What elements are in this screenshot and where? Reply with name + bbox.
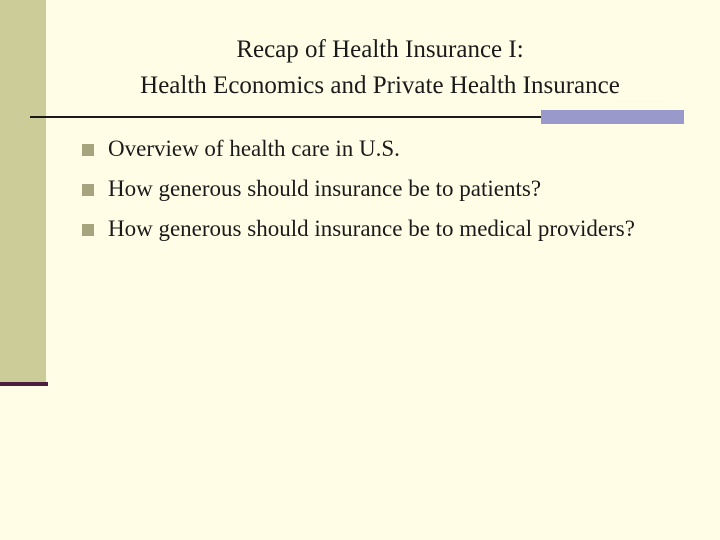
side-bar-underline: [0, 382, 48, 386]
bullet-text: How generous should insurance be to patients?: [108, 176, 542, 201]
bullet-item: [82, 134, 642, 163]
slide-title-line-2: Health Economics and Private Health Insurance: [140, 72, 620, 99]
side-decoration-bar: [0, 0, 46, 382]
square-bullet-icon: [82, 224, 94, 236]
bullet-text: Overview of health care in U.S.: [108, 136, 400, 161]
square-bullet-icon: [82, 184, 94, 196]
bullet-item: [82, 214, 642, 243]
slide-title-line-1: Recap of Health Insurance I:: [236, 36, 524, 63]
bullet-text: How generous should insurance be to medical providers?: [108, 216, 635, 241]
bullet-item: [82, 174, 642, 203]
bullet-list: [82, 134, 642, 254]
title-divider-accent: [541, 110, 684, 124]
square-bullet-icon: [82, 144, 94, 156]
slide-title: [60, 32, 700, 104]
